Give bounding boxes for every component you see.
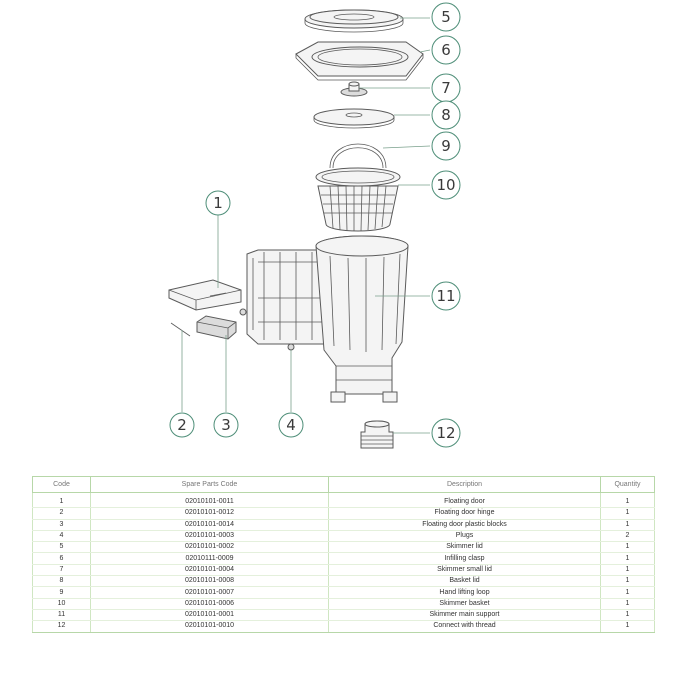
svg-text:11: 11 bbox=[436, 287, 456, 305]
callout-11 bbox=[432, 282, 460, 310]
cell-spare-parts-code: 02010101-0012 bbox=[91, 508, 329, 519]
cell-spare-parts-code: 02010101-0002 bbox=[91, 542, 329, 553]
svg-text:8: 8 bbox=[441, 106, 451, 124]
callout-7 bbox=[432, 74, 460, 102]
cell-quantity: 1 bbox=[601, 598, 655, 609]
cell-code: 11 bbox=[33, 609, 91, 620]
spare-parts-table bbox=[32, 476, 655, 633]
table-row bbox=[33, 576, 655, 587]
basket-lid-part bbox=[314, 109, 394, 128]
cell-spare-parts-code: 02010101-0010 bbox=[91, 621, 329, 632]
table-row bbox=[33, 542, 655, 553]
cell-quantity: 1 bbox=[601, 553, 655, 564]
table-row bbox=[33, 598, 655, 609]
svg-text:4: 4 bbox=[286, 416, 296, 434]
cell-spare-parts-code: 02010101-0001 bbox=[91, 609, 329, 620]
svg-text:12: 12 bbox=[436, 424, 456, 442]
callout-12 bbox=[432, 419, 460, 447]
table-row bbox=[33, 508, 655, 519]
cell-description: Basket lid bbox=[329, 576, 601, 587]
svg-text:5: 5 bbox=[441, 8, 451, 26]
header-spare-parts-code: Spare Parts Code bbox=[91, 477, 329, 493]
cell-spare-parts-code: 02010101-0011 bbox=[91, 497, 329, 508]
table-row bbox=[33, 519, 655, 530]
connect-with-thread-part bbox=[361, 421, 393, 448]
cell-spare-parts-code: 02010101-0004 bbox=[91, 564, 329, 575]
svg-text:7: 7 bbox=[441, 79, 451, 97]
table-row bbox=[33, 553, 655, 564]
cell-spare-parts-code: 02010101-0014 bbox=[91, 519, 329, 530]
callout-6 bbox=[432, 36, 460, 64]
callout-9 bbox=[432, 132, 460, 160]
cell-code: 2 bbox=[33, 508, 91, 519]
svg-text:9: 9 bbox=[441, 137, 451, 155]
cell-quantity: 1 bbox=[601, 587, 655, 598]
table-row bbox=[33, 497, 655, 508]
cell-description: Skimmer lid bbox=[329, 542, 601, 553]
skimmer-basket-part bbox=[316, 168, 400, 231]
table-header-row bbox=[33, 477, 655, 493]
svg-text:1: 1 bbox=[213, 194, 223, 212]
cell-description: Floating door hinge bbox=[329, 508, 601, 519]
table-row bbox=[33, 609, 655, 620]
cell-quantity: 2 bbox=[601, 530, 655, 541]
callout-2 bbox=[170, 413, 194, 437]
floating-door-part bbox=[169, 280, 241, 310]
cell-quantity: 1 bbox=[601, 519, 655, 530]
header-description: Description bbox=[329, 477, 601, 493]
svg-text:2: 2 bbox=[177, 416, 187, 434]
cell-code: 7 bbox=[33, 564, 91, 575]
cell-quantity: 1 bbox=[601, 508, 655, 519]
cell-quantity: 1 bbox=[601, 576, 655, 587]
table-row bbox=[33, 564, 655, 575]
svg-text:6: 6 bbox=[441, 41, 451, 59]
callout-1 bbox=[206, 191, 230, 215]
cell-quantity: 1 bbox=[601, 621, 655, 632]
cell-quantity: 1 bbox=[601, 497, 655, 508]
hand-lifting-loop-part bbox=[330, 144, 386, 168]
infilling-clasp-part bbox=[296, 42, 423, 80]
table-row bbox=[33, 621, 655, 632]
cell-quantity: 1 bbox=[601, 609, 655, 620]
cell-description: Skimmer basket bbox=[329, 598, 601, 609]
skimmer-small-lid-part bbox=[341, 82, 367, 96]
cell-code: 5 bbox=[33, 542, 91, 553]
header-code: Code bbox=[33, 477, 91, 493]
cell-code: 8 bbox=[33, 576, 91, 587]
cell-description: Floating door bbox=[329, 497, 601, 508]
cell-spare-parts-code: 02010101-0006 bbox=[91, 598, 329, 609]
cell-description: Floating door plastic blocks bbox=[329, 519, 601, 530]
cell-description: Hand lifting loop bbox=[329, 587, 601, 598]
callout-5 bbox=[432, 3, 460, 31]
cell-code: 9 bbox=[33, 587, 91, 598]
header-quantity: Quantity bbox=[601, 477, 655, 493]
skimmer-main-support-part bbox=[247, 236, 408, 402]
cell-code: 10 bbox=[33, 598, 91, 609]
table-row bbox=[33, 587, 655, 598]
cell-description: Infilling clasp bbox=[329, 553, 601, 564]
cell-spare-parts-code: 02010111-0009 bbox=[91, 553, 329, 564]
callout-4 bbox=[279, 413, 303, 437]
cell-description: Connect with thread bbox=[329, 621, 601, 632]
cell-quantity: 1 bbox=[601, 564, 655, 575]
cell-spare-parts-code: 02010101-0003 bbox=[91, 530, 329, 541]
skimmer-lid-part bbox=[305, 10, 403, 32]
cell-code: 12 bbox=[33, 621, 91, 632]
table-row bbox=[33, 530, 655, 541]
cell-description: Skimmer small lid bbox=[329, 564, 601, 575]
cell-description: Skimmer main support bbox=[329, 609, 601, 620]
cell-quantity: 1 bbox=[601, 542, 655, 553]
svg-text:3: 3 bbox=[221, 416, 231, 434]
callout-8 bbox=[432, 101, 460, 129]
floating-door-plastic-blocks-part bbox=[197, 316, 236, 339]
cell-code: 4 bbox=[33, 530, 91, 541]
floating-door-hinge-part bbox=[171, 323, 190, 336]
cell-code: 1 bbox=[33, 497, 91, 508]
svg-text:10: 10 bbox=[436, 176, 456, 194]
cell-description: Plugs bbox=[329, 530, 601, 541]
cell-code: 6 bbox=[33, 553, 91, 564]
callout-10 bbox=[432, 171, 460, 199]
cell-spare-parts-code: 02010101-0008 bbox=[91, 576, 329, 587]
cell-spare-parts-code: 02010101-0007 bbox=[91, 587, 329, 598]
callout-3 bbox=[214, 413, 238, 437]
cell-code: 3 bbox=[33, 519, 91, 530]
table-body bbox=[33, 493, 655, 633]
